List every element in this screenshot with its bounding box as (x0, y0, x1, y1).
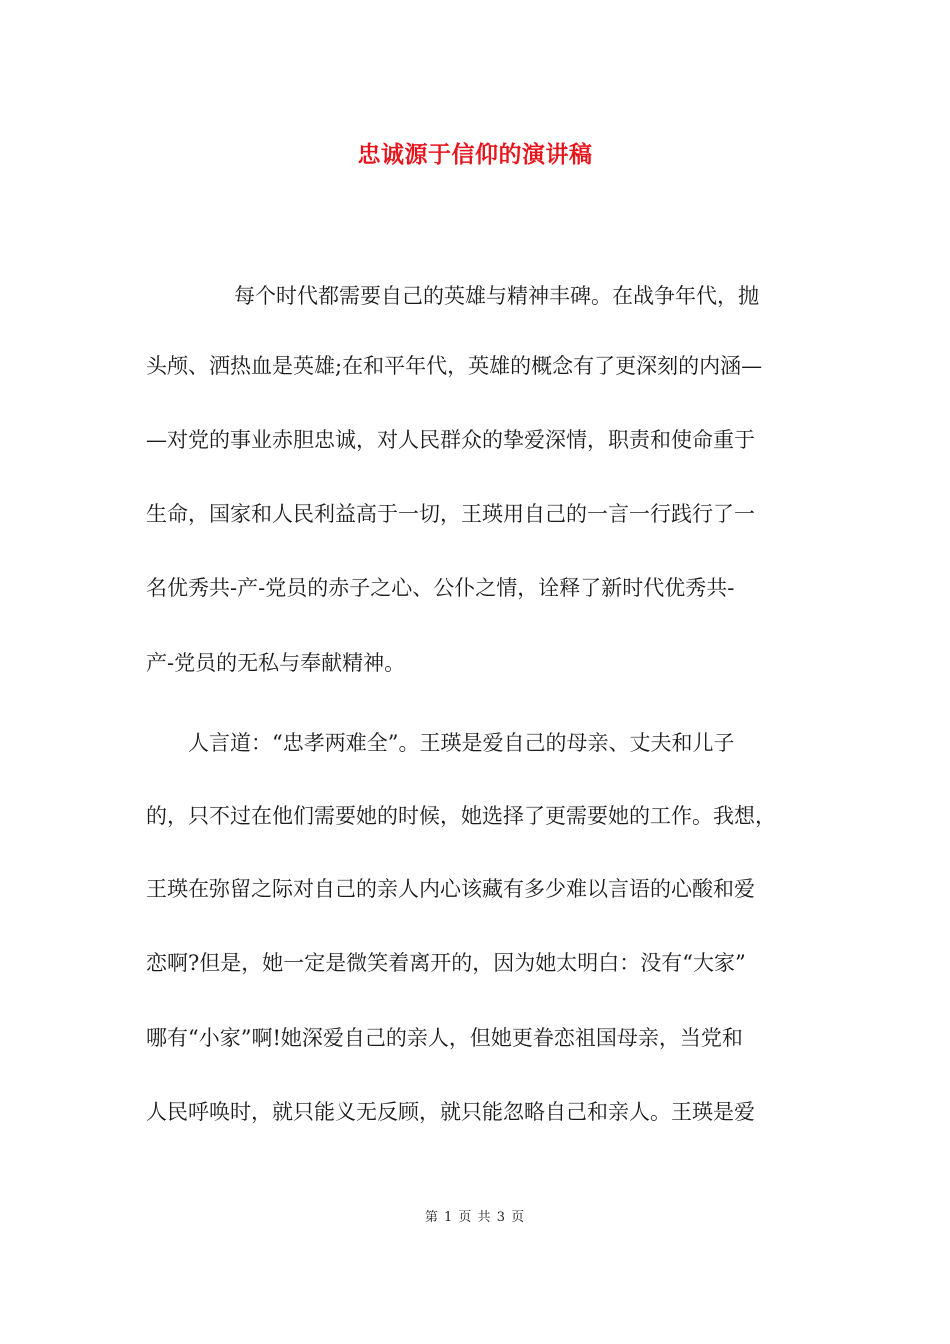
body-line: 名优秀共-产-党员的赤子之心、公仆之情，诠释了新时代优秀共- (146, 576, 735, 600)
page-number: 第 1 页 共 3 页 (424, 1210, 526, 1225)
body-line: —对党的事业赤胆忠诚，对人民群众的挚爱深情，职责和使命重于 (146, 428, 755, 452)
body-line: 每个时代都需要自己的英雄与精神丰碑。在战争年代，抛 (234, 284, 759, 308)
body-line: 哪有“小家”啊!她深爱自己的亲人，但她更眷恋祖国母亲，当党和 (146, 1026, 743, 1050)
body-line: 王瑛在弥留之际对自己的亲人内心该藏有多少难以言语的心酸和爱 (146, 877, 755, 901)
body-line: 的，只不过在他们需要她的时候，她选择了更需要她的工作。我想， (146, 804, 776, 828)
body-line: 生命，国家和人民利益高于一切，王瑛用自己的一言一行践行了一 (146, 502, 755, 526)
body-line: 人民呼唤时，就只能义无反顾，就只能忽略自己和亲人。王瑛是爱 (146, 1100, 755, 1124)
body-line: 人言道：“忠孝两难全”。王瑛是爱自己的母亲、丈夫和儿子 (188, 731, 735, 755)
body-line: 恋啊?但是，她一定是微笑着离开的，因为她太明白：没有“大家” (146, 951, 746, 975)
document-title: 忠诚源于信仰的演讲稿 (357, 141, 593, 168)
body-line: 产-党员的无私与奉献精神。 (146, 651, 406, 675)
body-line: 头颅、洒热血是英雄;在和平年代，英雄的概念有了更深刻的内涵— (146, 354, 763, 378)
